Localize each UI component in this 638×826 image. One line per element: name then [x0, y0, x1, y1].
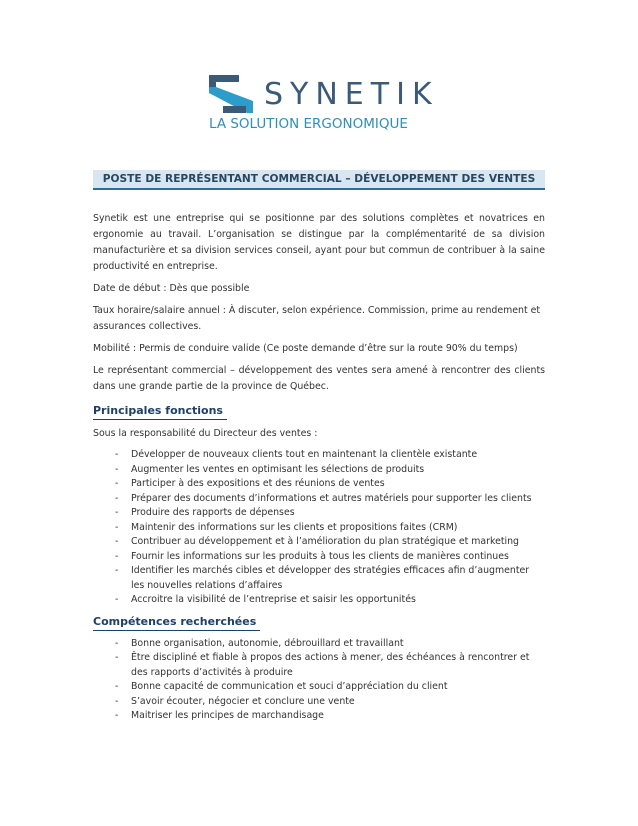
list-item	[93, 521, 545, 536]
travel-info: Le représentant commercial – développement des ventes sera amené à rencontrer des clients dans une grande partie de la province de Québec.	[93, 365, 545, 392]
bullet-dash: -	[115, 478, 119, 489]
list-item-text: Fournir les informations sur les produits à tous les clients de manières continues	[131, 550, 509, 562]
skills-heading: Compétences recherchées	[93, 614, 260, 631]
list-item-text: Maintenir des informations sur les clients et propositions faites (CRM)	[131, 521, 458, 533]
bullet-dash: -	[115, 521, 119, 533]
company-logo	[209, 75, 439, 135]
list-item	[93, 550, 545, 565]
bullet-dash: -	[115, 550, 119, 562]
job-title: POSTE DE REPRÉSENTANT COMMERCIAL – DÉVELOPPEMENT DES VENTES	[102, 173, 536, 185]
intro-paragraph: Synetik est une entreprise qui se positionne par des solutions complètes et novatrices en ergonomie au travail. L’organisation se distingue par la complémentarité de sa division manufacturière et sa division services conseil, ayant pour but commun de contribuer à la saine productivité en entreprise.	[93, 213, 545, 272]
list-item-text: Bonne organisation, autonomie, débrouillard et travaillant	[131, 637, 404, 649]
document-body	[93, 211, 545, 728]
list-item	[93, 448, 545, 463]
bullet-dash: -	[115, 695, 119, 707]
bullet-dash: -	[115, 507, 119, 518]
list-item-text: Être discipliné et fiable à propos des actions à mener, des échéances à rencontrer et des rapports d’activités à produire	[131, 652, 530, 678]
bullet-dash: -	[115, 594, 119, 605]
list-item	[93, 637, 545, 652]
list-item	[93, 709, 545, 724]
start-date: Date de début : Dès que possible	[93, 283, 250, 294]
bullet-dash: -	[115, 536, 119, 547]
synetik-logo-mark-icon	[209, 75, 253, 113]
duties-intro: Sous la responsabilité du Directeur des ventes :	[93, 428, 318, 439]
skills-list	[93, 637, 545, 724]
bullet-dash: -	[115, 681, 119, 692]
list-item-text: Préparer des documents d’informations et autres matériels pour supporter les clients	[131, 492, 532, 504]
list-item-text: Accroitre la visibilité de l’entreprise et saisir les opportunités	[131, 594, 416, 605]
logo-tagline: LA SOLUTION ERGONOMIQUE	[209, 116, 408, 132]
list-item	[93, 680, 545, 695]
list-item	[93, 492, 545, 507]
bullet-dash: -	[115, 463, 119, 475]
bullet-dash: -	[115, 637, 119, 649]
list-item-text: Participer à des expositions et des réunions de ventes	[131, 478, 385, 489]
list-item	[93, 695, 545, 710]
bullet-dash: -	[115, 449, 119, 460]
list-item	[93, 593, 545, 608]
mobility-info: Mobilité : Permis de conduire valide (Ce poste demande d’être sur la route 90% du temps)	[93, 343, 518, 354]
duties-list	[93, 448, 545, 608]
bullet-dash: -	[115, 492, 119, 504]
list-item	[93, 535, 545, 550]
list-item-text: Développer de nouveaux clients tout en maintenant la clientèle existante	[131, 449, 478, 460]
list-item	[93, 651, 545, 680]
logo-brand-name: SYNETIK	[264, 77, 439, 112]
list-item-text: Augmenter les ventes en optimisant les sélections de produits	[131, 463, 425, 475]
list-item-text: S’avoir écouter, négocier et conclure une vente	[131, 695, 355, 707]
list-item	[93, 477, 545, 492]
bullet-dash: -	[115, 652, 119, 663]
salary-info: Taux horaire/salaire annuel : À discuter, selon expérience. Commission, prime au rendement et assurances collectives.	[93, 305, 541, 332]
list-item-text: Maitriser les principes de marchandisage	[131, 710, 324, 721]
bullet-dash: -	[115, 710, 119, 721]
list-item	[93, 506, 545, 521]
list-item-text: Bonne capacité de communication et souci d’appréciation du client	[131, 681, 448, 692]
list-item-text: Identifier les marchés cibles et développer des stratégies efficaces afin d’augmenter les nouvelles relations d’affaires	[131, 565, 530, 591]
list-item	[93, 564, 545, 593]
job-title-banner	[93, 170, 545, 190]
bullet-dash: -	[115, 565, 119, 576]
duties-heading: Principales fonctions	[93, 403, 227, 420]
list-item-text: Contribuer au développement et à l’amélioration du plan stratégique et marketing	[131, 536, 520, 547]
list-item	[93, 463, 545, 478]
list-item-text: Produire des rapports de dépenses	[131, 507, 295, 518]
